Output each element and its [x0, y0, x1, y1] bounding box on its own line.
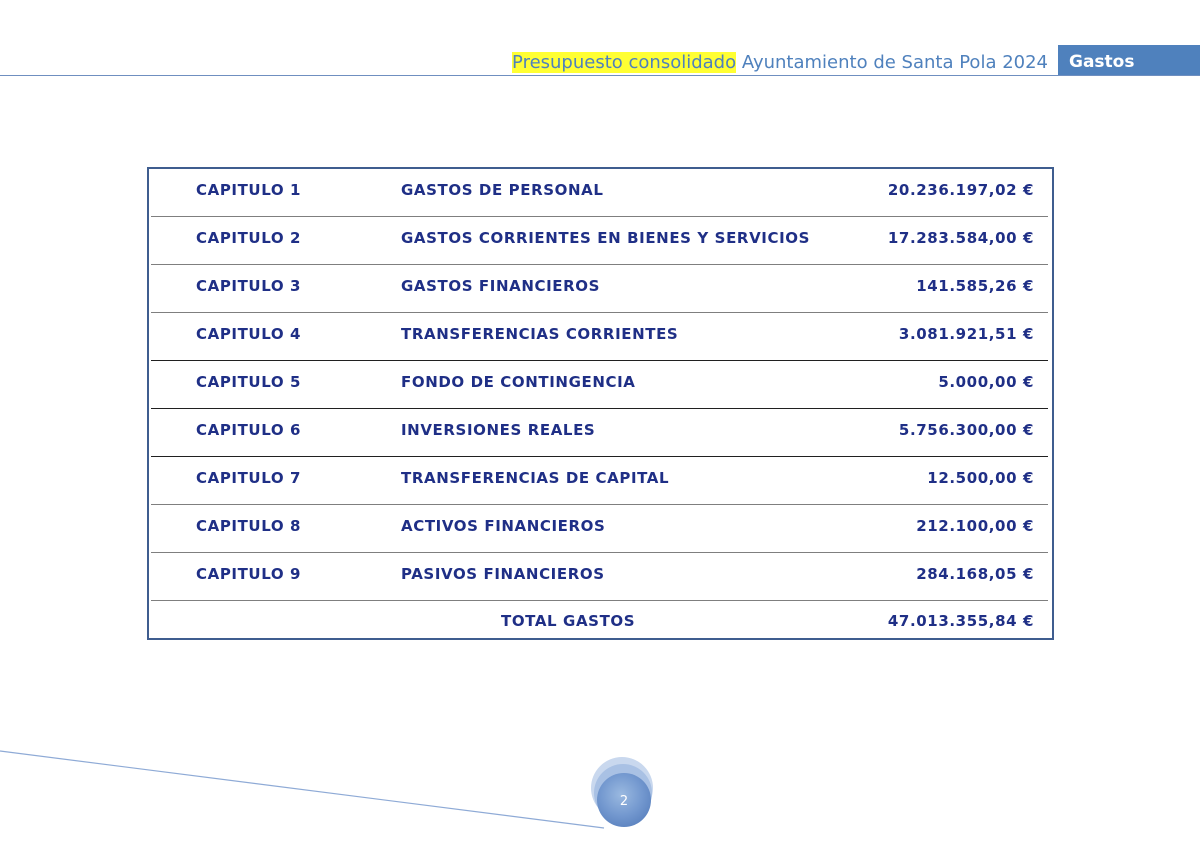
amount-cell: 5.000,00 €: [938, 373, 1034, 391]
chapter-cell: CAPITULO 4: [196, 325, 302, 343]
footer-rule: [0, 751, 604, 828]
chapter-cell: CAPITULO 6: [196, 421, 302, 439]
header-highlighted-title: Presupuesto consolidado: [512, 52, 737, 73]
description-cell: TRANSFERENCIAS DE CAPITAL: [401, 469, 670, 487]
description-cell: GASTOS DE PERSONAL: [401, 181, 604, 199]
amount-cell: 3.081.921,51 €: [898, 325, 1034, 343]
chapter-cell: CAPITULO 8: [196, 517, 302, 535]
total-amount: 47.013.355,84 €: [887, 612, 1034, 630]
chapter-cell: CAPITULO 7: [196, 469, 302, 487]
page-number: 2: [619, 794, 629, 809]
chapter-cell: CAPITULO 1: [196, 181, 302, 199]
description-cell: PASIVOS FINANCIEROS: [401, 565, 605, 583]
description-cell: INVERSIONES REALES: [401, 421, 596, 439]
chapter-cell: CAPITULO 9: [196, 565, 302, 583]
amount-cell: 12.500,00 €: [927, 469, 1034, 487]
description-cell: GASTOS FINANCIEROS: [401, 277, 601, 295]
description-cell: ACTIVOS FINANCIEROS: [401, 517, 606, 535]
header-subtitle: Ayuntamiento de Santa Pola 2024: [741, 52, 1048, 73]
amount-cell: 17.283.584,00 €: [887, 229, 1034, 247]
amount-cell: 5.756.300,00 €: [898, 421, 1034, 439]
description-cell: FONDO DE CONTINGENCIA: [401, 373, 636, 391]
header-section-label: Gastos: [1058, 45, 1200, 76]
description-cell: GASTOS CORRIENTES EN BIENES Y SERVICIOS: [401, 229, 811, 247]
chapter-cell: CAPITULO 3: [196, 277, 302, 295]
amount-cell: 20.236.197,02 €: [887, 181, 1034, 199]
description-cell: TRANSFERENCIAS CORRIENTES: [401, 325, 679, 343]
chapter-cell: CAPITULO 5: [196, 373, 302, 391]
total-label: TOTAL GASTOS: [501, 612, 636, 630]
chapter-cell: CAPITULO 2: [196, 229, 302, 247]
amount-cell: 212.100,00 €: [916, 517, 1034, 535]
amount-cell: 141.585,26 €: [916, 277, 1034, 295]
amount-cell: 284.168,05 €: [916, 565, 1034, 583]
